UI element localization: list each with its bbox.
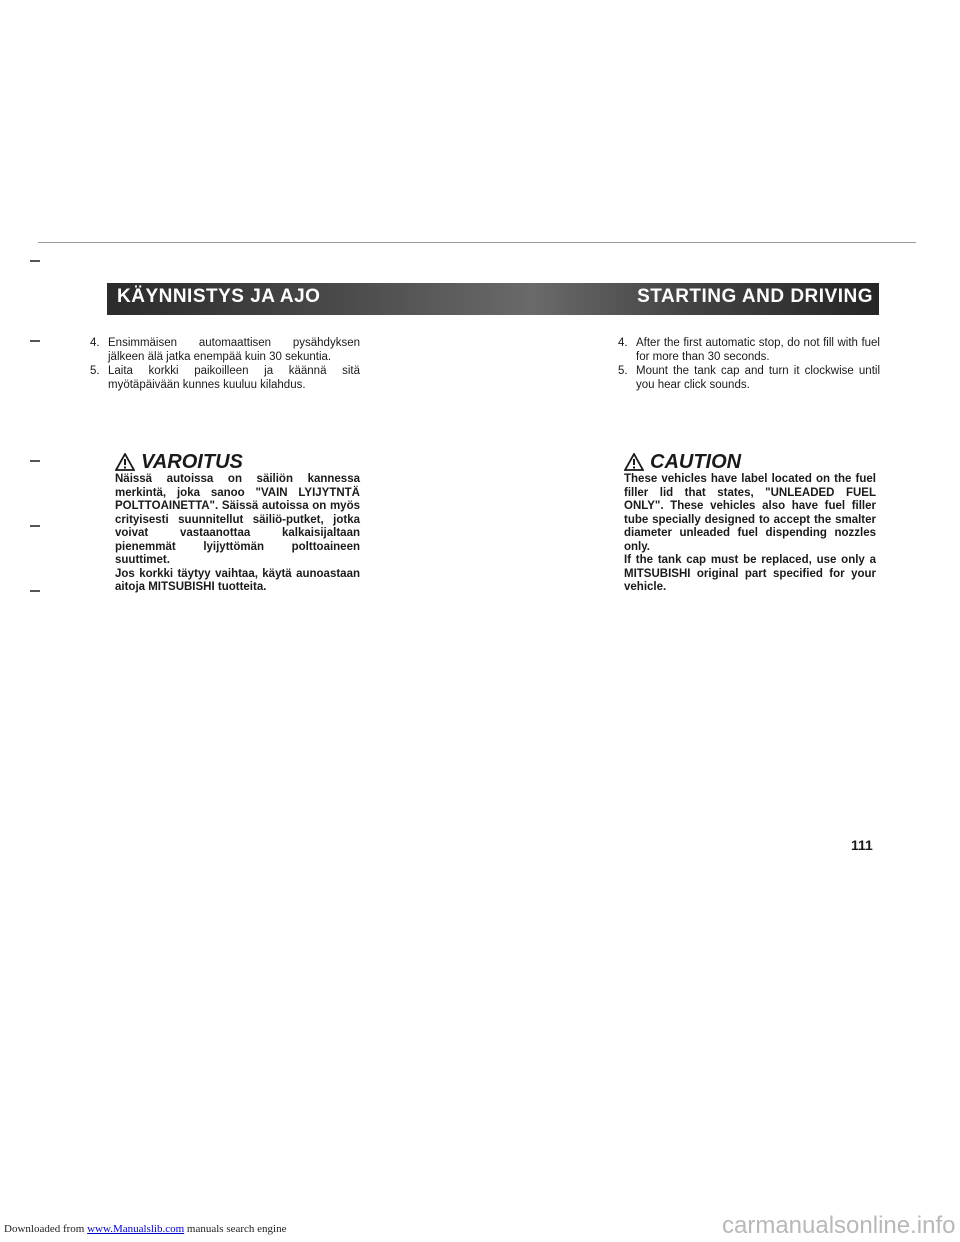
page-number: 111 — [851, 837, 873, 853]
step-text: Mount the tank cap and turn it clockwise until you hear click sounds. — [636, 365, 880, 391]
warning-body — [115, 473, 360, 595]
warning-paragraph: If the tank cap must be replaced, use only a MITSUBISHI original part specified for your vehicle. — [624, 554, 876, 593]
section-header-band — [107, 283, 879, 315]
step-number: 4. — [90, 337, 100, 349]
warning-title: VAROITUS — [141, 451, 243, 473]
step-item — [618, 337, 880, 364]
section-title-fi: KÄYNNISTYS JA AJO — [117, 286, 321, 307]
step-text: Laita korkki paikoilleen ja käännä sitä myötäpäivään kunnes kuuluu kilahdus. — [108, 365, 360, 391]
watermark: carmanualsonline.info — [722, 1212, 956, 1239]
warning-box-fi — [115, 452, 360, 595]
section-title-en: STARTING AND DRIVING — [637, 286, 873, 307]
footer-suffix: manuals search engine — [184, 1223, 287, 1235]
english-steps — [618, 337, 880, 393]
warning-triangle-icon — [624, 453, 644, 471]
warning-body — [624, 473, 876, 595]
step-text: Ensimmäisen automaattisen pysähdyksen jälkeen älä jatka enempää kuin 30 sekuntia. — [108, 337, 360, 363]
warning-paragraph: These vehicles have label located on the fuel filler lid that states, "UNLEADED FUEL ONLY". These vehicles also have fuel filler tube specially designed to accept the smalter diameter unleaded fuel dispending nozzles only. — [624, 473, 876, 553]
warning-box-en — [624, 452, 876, 595]
footer-prefix: Downloaded from — [4, 1223, 88, 1235]
warning-paragraph: Näissä autoissa on säiliön kannessa merkintä, joka sanoo "VAIN LYIJYTNTÄ POLTTOAINETTA". Säissä autoissa on myös crityisesti suunnitellut säiliö-putket, jotka voivat vastaanottaa kalkaisijaltaan pienemmät lyijyttömän polttoaineen suuttimet. — [115, 473, 360, 566]
step-number: 5. — [618, 365, 628, 377]
finnish-steps — [90, 337, 360, 393]
warning-heading-en — [624, 452, 876, 472]
step-item — [618, 365, 880, 392]
warning-heading-fi — [115, 452, 360, 472]
warning-title: CAUTION — [650, 451, 742, 473]
step-text: After the first automatic stop, do not fill with fuel for more than 30 seconds. — [636, 337, 880, 363]
warning-paragraph: Jos korkki täytyy vaihtaa, käytä aunoastaan aitoja MITSUBISHI tuotteita. — [115, 567, 360, 593]
download-footer — [4, 1223, 286, 1235]
step-number: 5. — [90, 365, 100, 377]
top-rule — [38, 242, 916, 243]
step-item — [90, 337, 360, 364]
warning-triangle-icon — [115, 453, 135, 471]
step-number: 4. — [618, 337, 628, 349]
manualslib-link[interactable]: www.Manualslib.com — [87, 1223, 185, 1235]
step-item — [90, 365, 360, 392]
